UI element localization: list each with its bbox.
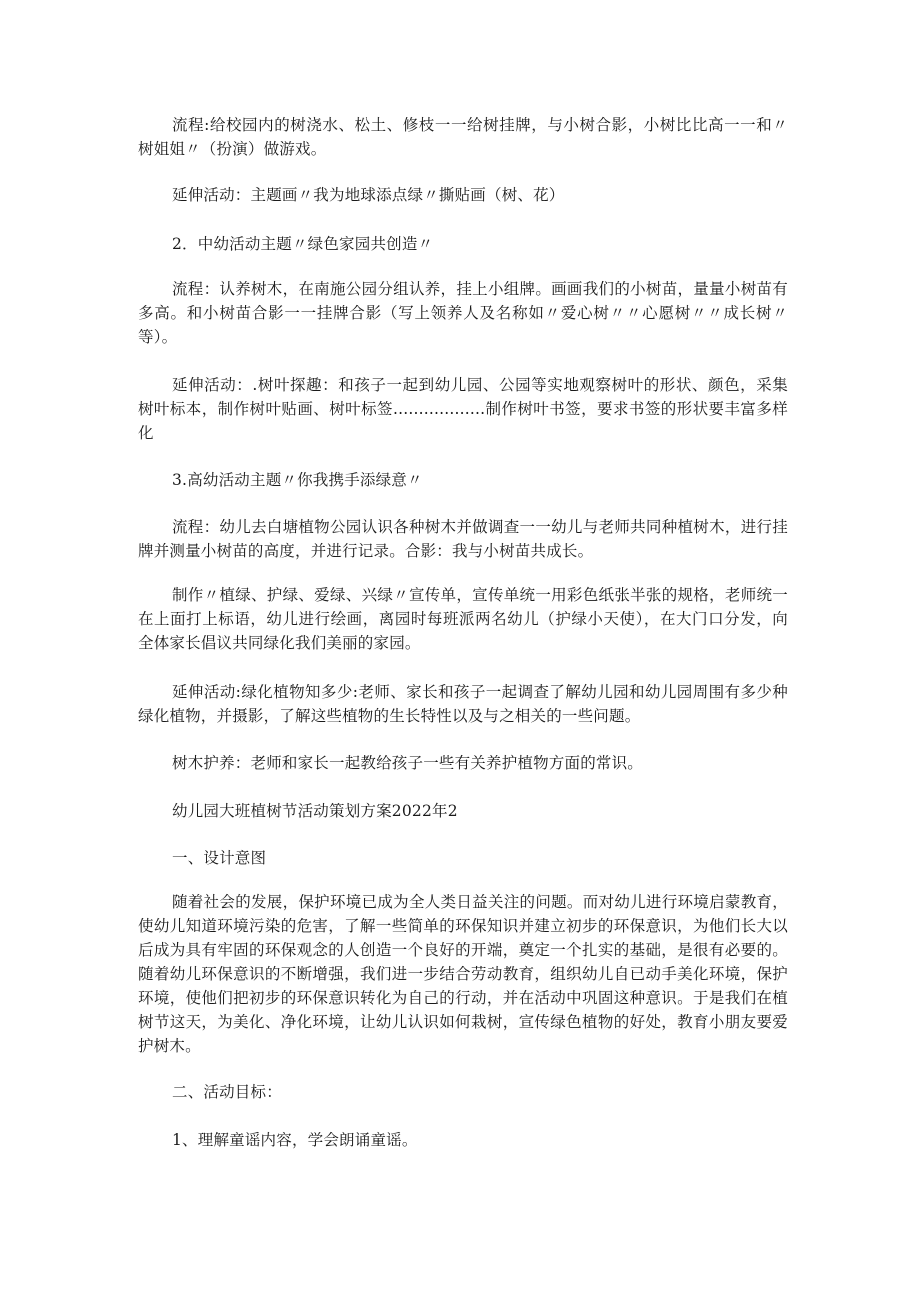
list-item-goal-1: 1、理解童谣内容，学会朗诵童谣。	[172, 1131, 418, 1149]
paragraph-flow-2: 流程：认养树木，在南施公园分组认养，挂上小组牌。画画我们的小树苗，量量小树苗有多高。和小树苗合影一一挂牌合影（写上领养人及名称如〃爱心树〃〃心愿树〃〃成长树〃等）。	[138, 280, 788, 346]
paragraph-tree-care: 树木护养：老师和家长一起教给孩子一些有关养护植物方面的常识。	[172, 754, 644, 772]
paragraph-design-intent: 随着社会的发展，保护环境已成为全人类日益关注的问题。而对幼儿进行环境启蒙教育，使幼儿知道环境污染的危害，了解一些简单的环保知识并建立初步的环保意识，为他们长大以后成为具有牢固的环保观念的人创造一个良好的开端，奠定一个扎实的基础，是很有必要的。随着幼儿环保意识的不断增强，我们进一步结合劳动教育，组织幼儿自已动手美化环境，保护环境，使他们把初步的环保意识转化为自己的行动，并在活动中巩固这种意识。于是我们在植树节这天，为美化、净化环境，让幼儿认识如何栽树，宣传绿色植物的好处，教育小朋友要爱护树木。	[138, 893, 788, 1055]
paragraph-extension-3: 延伸活动:绿化植物知多少:老师、家长和孩子一起调查了解幼儿园和幼儿园周围有多少种绿化植物，并摄影，了解这些植物的生长特性以及与之相关的一些问题。	[138, 683, 788, 725]
heading-middle-class-theme: 2．中幼活动主题〃绿色家园共创造〃	[172, 235, 434, 253]
paragraph-flow-1: 流程:给校园内的树浇水、松土、修枝一一给树挂牌，与小树合影，小树比比高一一和〃树姐姐〃（扮演）做游戏。	[138, 116, 788, 158]
paragraph-flyer: 制作〃植绿、护绿、爱绿、兴绿〃宣传单，宣传单统一用彩色纸张半张的规格，老师统一在上面打上标语，幼儿进行绘画，离园时每班派两名幼儿（护绿小天使），在大门口分发，向全体家长倡议共同绿化我们美丽的家园。	[138, 586, 788, 652]
heading-senior-class-theme: 3.高幼活动主题〃你我携手添绿意〃	[172, 471, 423, 489]
heading-activity-goals: 二、活动目标：	[172, 1083, 282, 1101]
heading-design-intent: 一、设计意图	[172, 849, 267, 867]
paragraph-extension-2: 延伸活动：.树叶探趣：和孩子一起到幼儿园、公园等实地观察树叶的形状、颜色，采集树叶标本，制作树叶贴画、树叶标签..................制作树叶书签，要求书签的形状要丰富多样化	[138, 376, 788, 442]
section-title-plan-2: 幼儿园大班植树节活动策划方案2022年2	[172, 802, 458, 820]
paragraph-flow-3: 流程：幼儿去白塘植物公园认识各种树木并做调查一一幼儿与老师共同种植树木，进行挂牌并测量小树苗的高度，并进行记录。合影：我与小树苗共成长。	[138, 518, 788, 560]
paragraph-extension-1: 延伸活动：主题画〃我为地球添点绿〃撕贴画（树、花）	[172, 186, 565, 204]
